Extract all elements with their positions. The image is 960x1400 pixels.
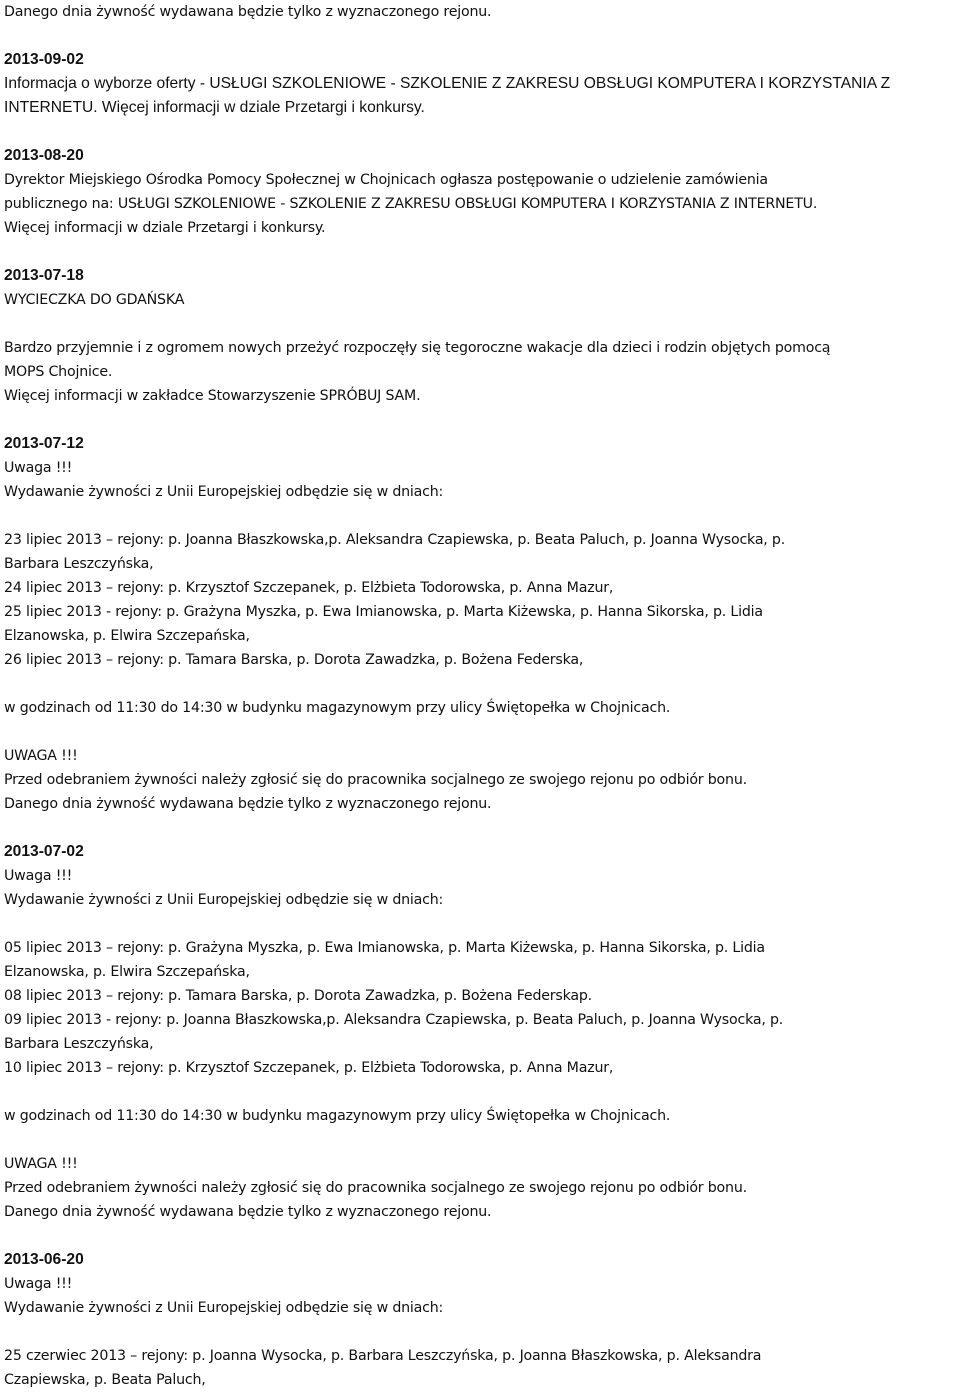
text-line: w godzinach od 11:30 do 14:30 w budynku magazynowym przy ulicy Świętopełka w Chojnicach.	[4, 1108, 671, 1124]
text-line: MOPS Chojnice.	[4, 364, 113, 380]
text-line: Czapiewska, p. Beata Paluch,	[4, 1372, 206, 1388]
text-line: Informacja o wyborze oferty - USŁUGI SZKOLENIOWE - SZKOLENIE Z ZAKRESU OBSŁUGI KOMPUTERA I KORZYSTANIA Z	[4, 75, 891, 92]
text-line: Uwaga !!!	[4, 460, 73, 476]
text-line: UWAGA !!!	[4, 748, 78, 764]
text-line: Wydawanie żywności z Unii Europejskiej odbędzie się w dniach:	[4, 892, 444, 908]
text-line: WYCIECZKA DO GDAŃSKA	[4, 292, 185, 308]
text-line: Danego dnia żywność wydawana będzie tylko z wyznaczonego rejonu.	[4, 796, 492, 812]
blank-line	[4, 408, 960, 432]
news-date: 2013-07-02	[4, 843, 84, 860]
text-line: Danego dnia żywność wydawana będzie tylko z wyznaczonego rejonu.	[4, 4, 492, 20]
text-line: Barbara Leszczyńska,	[4, 1036, 154, 1052]
blank-line	[4, 672, 960, 696]
text-line: Przed odebraniem żywności należy zgłosić się do pracownika socjalnego ze swojego rejonu po odbiór bonu.	[4, 772, 747, 788]
text-line: 05 lipiec 2013 – rejony: p. Grażyna Myszka, p. Ewa Imianowska, p. Marta Kiżewska, p. Hanna Sikorska, p. Lidia	[4, 940, 765, 956]
blank-line	[4, 1080, 960, 1104]
text-line: 26 lipiec 2013 – rejony: p. Tamara Barska, p. Dorota Zawadzka, p. Bożena Federska,	[4, 652, 584, 668]
text-line: Dyrektor Miejskiego Ośrodka Pomocy Społecznej w Chojnicach ogłasza postępowanie o udzielenie zamówienia	[4, 172, 768, 188]
blank-line	[4, 1224, 960, 1248]
blank-line	[4, 912, 960, 936]
text-line: publicznego na: USŁUGI SZKOLENIOWE - SZKOLENIE Z ZAKRESU OBSŁUGI KOMPUTERA I KORZYSTANIA Z INTERNETU.	[4, 196, 818, 212]
text-line: Więcej informacji w zakładce Stowarzyszenie SPRÓBUJ SAM.	[4, 388, 421, 404]
text-line: 08 lipiec 2013 – rejony: p. Tamara Barska, p. Dorota Zawadzka, p. Bożena Federskap.	[4, 988, 592, 1004]
text-line: w godzinach od 11:30 do 14:30 w budynku magazynowym przy ulicy Świętopełka w Chojnicach.	[4, 700, 671, 716]
text-line: Wydawanie żywności z Unii Europejskiej odbędzie się w dniach:	[4, 484, 444, 500]
blank-line	[4, 504, 960, 528]
text-line: 24 lipiec 2013 – rejony: p. Krzysztof Szczepanek, p. Elżbieta Todorowska, p. Anna Mazur,	[4, 580, 614, 596]
blank-line	[4, 120, 960, 144]
news-date: 2013-06-20	[4, 1251, 84, 1268]
text-line: Uwaga !!!	[4, 868, 73, 884]
text-line: Więcej informacji w dziale Przetargi i konkursy.	[4, 220, 326, 236]
text-line: Danego dnia żywność wydawana będzie tylko z wyznaczonego rejonu.	[4, 1204, 492, 1220]
blank-line	[4, 720, 960, 744]
text-line: UWAGA !!!	[4, 1156, 78, 1172]
blank-line	[4, 1320, 960, 1344]
blank-line	[4, 1128, 960, 1152]
blank-line	[4, 240, 960, 264]
blank-line	[4, 312, 960, 336]
news-date: 2013-07-18	[4, 267, 84, 284]
text-line: Przed odebraniem żywności należy zgłosić się do pracownika socjalnego ze swojego rejonu po odbiór bonu.	[4, 1180, 747, 1196]
text-line: Wydawanie żywności z Unii Europejskiej odbędzie się w dniach:	[4, 1300, 444, 1316]
news-date: 2013-08-20	[4, 147, 84, 164]
text-line: 23 lipiec 2013 – rejony: p. Joanna Błaszkowska,p. Aleksandra Czapiewska, p. Beata Paluch, p. Joanna Wysocka, p.	[4, 532, 786, 548]
text-line: INTERNETU. Więcej informacji w dziale Przetargi i konkursy.	[4, 99, 425, 116]
news-date: 2013-09-02	[4, 51, 84, 68]
news-date: 2013-07-12	[4, 435, 84, 452]
blank-line	[4, 24, 960, 48]
text-line: 25 lipiec 2013 - rejony: p. Grażyna Myszka, p. Ewa Imianowska, p. Marta Kiżewska, p. Hanna Sikorska, p. Lidia	[4, 604, 763, 620]
text-line: Barbara Leszczyńska,	[4, 556, 154, 572]
text-line: Elzanowska, p. Elwira Szczepańska,	[4, 964, 250, 980]
text-line: Uwaga !!!	[4, 1276, 73, 1292]
blank-line	[4, 816, 960, 840]
text-line: Elzanowska, p. Elwira Szczepańska,	[4, 628, 250, 644]
text-line: Bardzo przyjemnie i z ogromem nowych przeżyć rozpoczęły się tegoroczne wakacje dla dzieci i rodzin objętych pomocą	[4, 340, 831, 356]
text-line: 09 lipiec 2013 - rejony: p. Joanna Błaszkowska,p. Aleksandra Czapiewska, p. Beata Paluch, p. Joanna Wysocka, p.	[4, 1012, 784, 1028]
text-line: 25 czerwiec 2013 – rejony: p. Joanna Wysocka, p. Barbara Leszczyńska, p. Joanna Błaszkowska, p. Aleksandra	[4, 1348, 762, 1364]
text-line: 10 lipiec 2013 – rejony: p. Krzysztof Szczepanek, p. Elżbieta Todorowska, p. Anna Mazur,	[4, 1060, 614, 1076]
